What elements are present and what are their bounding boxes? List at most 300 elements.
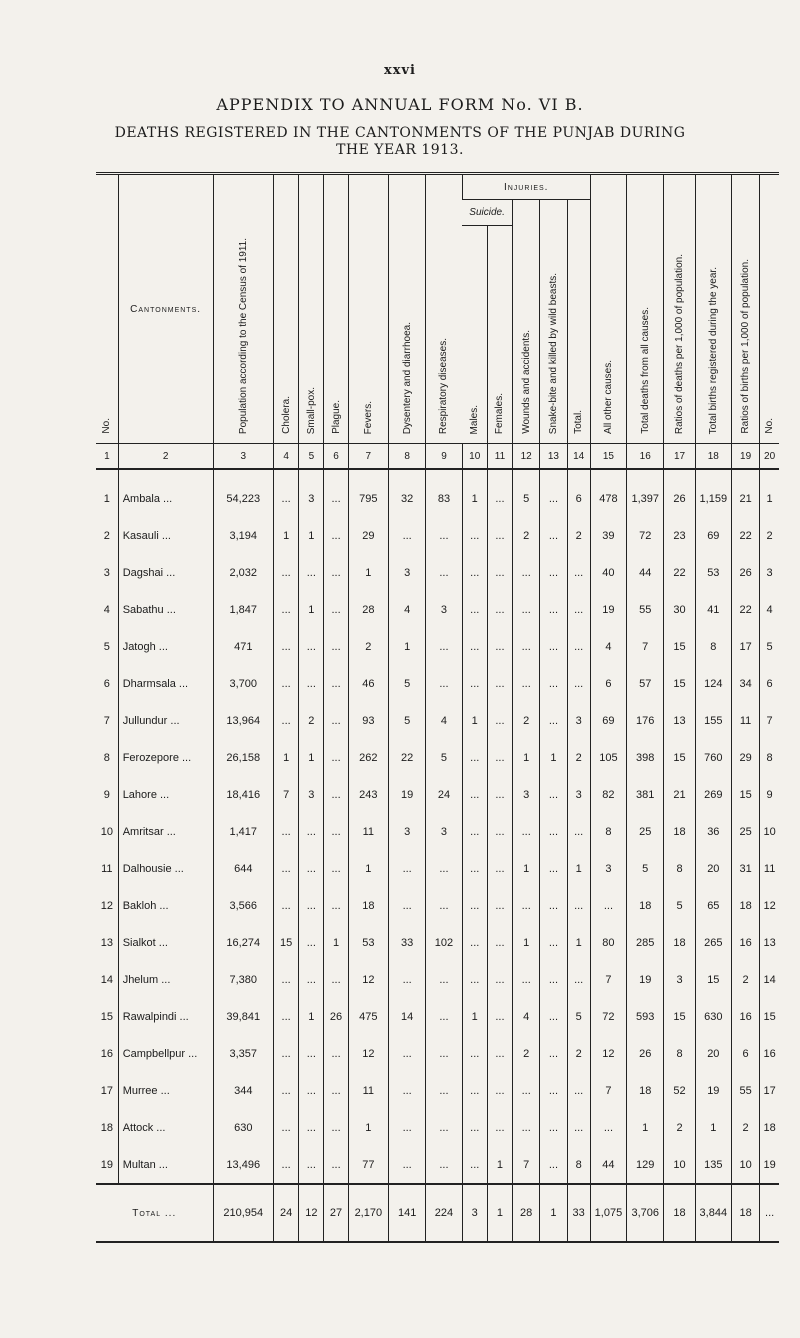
table-cell-cholera: ... (274, 961, 299, 998)
table-cell-males: ... (462, 961, 487, 998)
table-cell-wounds: ... (513, 628, 540, 665)
table-cell-total: 5 (567, 998, 590, 1035)
table-cell-resp: ... (426, 961, 462, 998)
table-cell-wounds: ... (513, 1072, 540, 1109)
total-cell: 27 (324, 1184, 348, 1242)
subtitle-line-1: DEATHS REGISTERED IN THE CANTONMENTS OF THE PUNJAB DURING (114, 125, 686, 141)
table-cell-plague: ... (324, 1109, 348, 1146)
table-cell-resp: 24 (426, 776, 462, 813)
column-number: 16 (627, 444, 664, 470)
header-suicide: Suicide. (462, 200, 512, 226)
table-cell-total: 2 (567, 1035, 590, 1072)
table-cell-total: 3 (567, 776, 590, 813)
table-cell-snake: ... (540, 628, 567, 665)
header-females: Females. (487, 226, 512, 444)
table-cell-no: 19 (100, 1158, 113, 1171)
column-number: 10 (462, 444, 487, 470)
table-row (96, 961, 779, 998)
table-cell-no: 10 (100, 825, 113, 838)
cantonment-name: Dharmsala ... (118, 665, 213, 702)
header-fevers: Fevers. (348, 174, 388, 444)
cantonment-name: Dagshai ... (118, 554, 213, 591)
table-cell-pop: 3,566 (213, 887, 274, 924)
column-number: 9 (426, 444, 462, 470)
table-cell-smallpox: 1 (299, 739, 324, 776)
table-cell-wounds: ... (513, 554, 540, 591)
table-cell-plague: ... (324, 702, 348, 739)
table-row (96, 887, 779, 924)
total-cell: 24 (274, 1184, 299, 1242)
header-injuries-total: Total. (567, 200, 590, 444)
column-number: 19 (731, 444, 759, 470)
table-cell-pop: 3,357 (213, 1035, 274, 1072)
total-cell: 2,170 (348, 1184, 388, 1242)
cantonment-name: Amritsar ... (118, 813, 213, 850)
table-cell-other: 4 (590, 628, 626, 665)
table-cell-deaths: 26 (627, 1035, 664, 1072)
table-cell-males: ... (462, 1035, 487, 1072)
table-cell-ratio-b: 21 (731, 480, 759, 517)
table-cell-deaths: 18 (627, 887, 664, 924)
table-cell-ratio-b: 2 (731, 1109, 759, 1146)
table-cell-births: 65 (695, 887, 731, 924)
table-cell-total: ... (567, 591, 590, 628)
cantonment-name: Sabathu ... (118, 591, 213, 628)
table-cell-ratio-d: 18 (664, 924, 695, 961)
table-cell-deaths: 7 (627, 628, 664, 665)
table-cell-ratio-b: 11 (731, 702, 759, 739)
table-cell-smallpox: 2 (299, 702, 324, 739)
table-cell-pop: 7,380 (213, 961, 274, 998)
column-number: 11 (487, 444, 512, 470)
table-cell-cholera: ... (274, 702, 299, 739)
header-total-deaths: Total deaths from all causes. (627, 174, 664, 444)
table-cell-resp: ... (426, 628, 462, 665)
table-cell-wounds: ... (513, 813, 540, 850)
table-cell-females: ... (487, 739, 512, 776)
table-cell-snake: ... (540, 1035, 567, 1072)
table-cell-fevers: 795 (348, 480, 388, 517)
table-cell-smallpox: ... (299, 850, 324, 887)
table-cell-ratio-b: 34 (731, 665, 759, 702)
table-cell-other: 40 (590, 554, 626, 591)
cantonment-name: Bakloh ... (118, 887, 213, 924)
column-number: 3 (213, 444, 274, 470)
table-cell-no: 11 (101, 862, 113, 875)
table-cell-deaths: 1,397 (627, 480, 664, 517)
table-cell-no2: 12 (760, 887, 779, 924)
table-cell-no: 18 (100, 1121, 113, 1134)
header-other-causes: All other causes. (590, 174, 626, 444)
table-cell-wounds: 4 (513, 998, 540, 1035)
table-cell-cholera: ... (274, 813, 299, 850)
table-cell-resp: ... (426, 517, 462, 554)
table-cell-wounds: 7 (513, 1146, 540, 1184)
table-cell-no: 12 (100, 899, 113, 912)
table-cell-total: 2 (567, 517, 590, 554)
table-cell-cholera: ... (274, 1035, 299, 1072)
table-cell-resp: ... (426, 1146, 462, 1184)
table-cell-fevers: 28 (348, 591, 388, 628)
table-cell-cholera: ... (274, 554, 299, 591)
table-cell-dysentery: ... (389, 961, 426, 998)
table-cell-other: 39 (590, 517, 626, 554)
cantonment-name: Ambala ... (118, 480, 213, 517)
table-cell-resp: 5 (426, 739, 462, 776)
cantonment-name: Sialkot ... (118, 924, 213, 961)
table-cell-snake: ... (540, 961, 567, 998)
table-cell-plague: ... (324, 739, 348, 776)
table-cell-pop: 16,274 (213, 924, 274, 961)
table-cell-snake: ... (540, 702, 567, 739)
table-cell-deaths: 44 (627, 554, 664, 591)
table-cell-resp: ... (426, 1109, 462, 1146)
table-cell-other: 7 (590, 961, 626, 998)
table-cell-males: ... (462, 739, 487, 776)
table-cell-ratio-d: 52 (664, 1072, 695, 1109)
table-cell-snake: ... (540, 554, 567, 591)
table-cell-smallpox: ... (299, 665, 324, 702)
table-cell-pop: 3,700 (213, 665, 274, 702)
table-cell-cholera: ... (274, 1146, 299, 1184)
column-number: 12 (513, 444, 540, 470)
header-no: No. (96, 174, 118, 444)
table-cell-births: 1,159 (695, 480, 731, 517)
table-cell-ratio-d: 2 (664, 1109, 695, 1146)
table-cell-births: 20 (695, 850, 731, 887)
table-cell-smallpox: 1 (299, 998, 324, 1035)
table-cell-ratio-d: 15 (664, 998, 695, 1035)
table-cell-cholera: 15 (274, 924, 299, 961)
table-cell-total: 6 (567, 480, 590, 517)
table-row (96, 998, 779, 1035)
table-cell-dysentery: 14 (389, 998, 426, 1035)
table-cell-births: 269 (695, 776, 731, 813)
page-number: xxvi (384, 63, 416, 78)
header-males: Males. (468, 404, 480, 434)
page-title: APPENDIX TO ANNUAL FORM No. VI B. (216, 95, 584, 114)
table-cell-other: 80 (590, 924, 626, 961)
column-number: 14 (567, 444, 590, 470)
table-cell-plague: ... (324, 480, 348, 517)
table-cell-smallpox: ... (299, 628, 324, 665)
table-cell-total: ... (567, 665, 590, 702)
table-cell-plague: ... (324, 887, 348, 924)
cantonment-name: Dalhousie ... (118, 850, 213, 887)
table-cell-dysentery: 3 (389, 554, 426, 591)
table-cell-snake: ... (540, 1109, 567, 1146)
table-cell-dysentery: ... (389, 1109, 426, 1146)
table-cell-snake: 1 (540, 739, 567, 776)
table-cell-deaths: 57 (627, 665, 664, 702)
table-cell-births: 630 (695, 998, 731, 1035)
total-cell: 3 (462, 1184, 487, 1242)
total-cell: ... (760, 1184, 779, 1242)
table-cell-smallpox: ... (299, 1035, 324, 1072)
table-cell-other: 7 (590, 1072, 626, 1109)
table-cell-cholera: 1 (274, 739, 299, 776)
table-cell-ratio-d: 30 (664, 591, 695, 628)
table-cell-males: 1 (462, 998, 487, 1035)
table-cell-smallpox: ... (299, 887, 324, 924)
table-cell-cholera: ... (274, 480, 299, 517)
table-cell-snake: ... (540, 1072, 567, 1109)
table-cell-fevers: 1 (348, 554, 388, 591)
table-cell-dysentery: 22 (389, 739, 426, 776)
table-cell-other: 105 (590, 739, 626, 776)
table-row (96, 1109, 779, 1146)
table-cell-cholera: ... (274, 665, 299, 702)
table-cell-pop: 344 (213, 1072, 274, 1109)
table-cell-total: 8 (567, 1146, 590, 1184)
table-row (96, 628, 779, 665)
column-number-row (96, 444, 779, 470)
table-cell-cholera: 7 (274, 776, 299, 813)
table-cell-total: ... (567, 887, 590, 924)
table-row (96, 776, 779, 813)
table-cell-wounds: 2 (513, 517, 540, 554)
table-cell-cholera: ... (274, 591, 299, 628)
table-cell-ratio-b: 25 (731, 813, 759, 850)
column-number: 6 (324, 444, 348, 470)
total-cell: 18 (731, 1184, 759, 1242)
table-body (96, 469, 779, 1184)
table-cell-pop: 630 (213, 1109, 274, 1146)
table-cell-other: 82 (590, 776, 626, 813)
table-cell-deaths: 285 (627, 924, 664, 961)
header-wounds: Wounds and accidents. (513, 200, 540, 444)
total-cell: 33 (567, 1184, 590, 1242)
table-cell-snake: ... (540, 591, 567, 628)
table-cell-total: ... (567, 628, 590, 665)
table-cell-smallpox: ... (299, 961, 324, 998)
table-cell-females: ... (487, 1072, 512, 1109)
table-cell-ratio-b: 6 (731, 1035, 759, 1072)
table-cell-wounds: 5 (513, 480, 540, 517)
table-cell-females: ... (487, 850, 512, 887)
table-row (96, 517, 779, 554)
table-cell-deaths: 19 (627, 961, 664, 998)
table-cell-males: ... (462, 924, 487, 961)
table-cell-other: 12 (590, 1035, 626, 1072)
table-cell-pop: 39,841 (213, 998, 274, 1035)
table-cell-no2: 3 (760, 554, 779, 591)
table-cell-males: ... (462, 1146, 487, 1184)
table-cell-cholera: 1 (274, 517, 299, 554)
table-cell-plague: ... (324, 665, 348, 702)
table-cell-fevers: 12 (348, 961, 388, 998)
table-row (96, 1146, 779, 1184)
table-cell-females: ... (487, 517, 512, 554)
header-respiratory: Respiratory diseases. (426, 174, 462, 444)
table-cell-dysentery: 5 (389, 702, 426, 739)
table-cell-plague: ... (324, 1035, 348, 1072)
table-cell-dysentery: ... (389, 517, 426, 554)
table-cell-pop: 2,032 (213, 554, 274, 591)
table-cell-no: 13 (100, 936, 113, 949)
total-cell: 12 (299, 1184, 324, 1242)
table-cell-no2: 10 (760, 813, 779, 850)
table-cell-other: 8 (590, 813, 626, 850)
table-cell-snake: ... (540, 887, 567, 924)
cantonment-name: Murree ... (118, 1072, 213, 1109)
table-row (96, 924, 779, 961)
table-cell-cholera: ... (274, 887, 299, 924)
table-cell-smallpox: ... (299, 1109, 324, 1146)
column-number: 13 (540, 444, 567, 470)
table-cell-pop: 1,417 (213, 813, 274, 850)
table-cell-births: 69 (695, 517, 731, 554)
table-cell-resp: 3 (426, 813, 462, 850)
table-cell-cholera: ... (274, 850, 299, 887)
table-cell-ratio-b: 29 (731, 739, 759, 776)
cantonment-name: Jatogh ... (118, 628, 213, 665)
table-cell-no2: 14 (760, 961, 779, 998)
table-cell-pop: 3,194 (213, 517, 274, 554)
table-cell-males: 1 (462, 480, 487, 517)
table-cell-dysentery: 32 (389, 480, 426, 517)
table-row (96, 591, 779, 628)
table-cell-smallpox: ... (299, 554, 324, 591)
table-cell-no2: 13 (760, 924, 779, 961)
table-cell-dysentery: ... (389, 850, 426, 887)
table-cell-smallpox: ... (299, 1072, 324, 1109)
total-cell: 28 (513, 1184, 540, 1242)
table-cell-females: ... (487, 961, 512, 998)
table-cell-births: 265 (695, 924, 731, 961)
table-cell-total: 1 (567, 850, 590, 887)
table-cell-dysentery: ... (389, 1072, 426, 1109)
table-cell-fevers: 1 (348, 850, 388, 887)
table-cell-males: ... (462, 591, 487, 628)
table-cell-births: 19 (695, 1072, 731, 1109)
header-cholera: Cholera. (274, 174, 299, 444)
table-cell-dysentery: 3 (389, 813, 426, 850)
table-cell-other: 44 (590, 1146, 626, 1184)
table-cell-resp: ... (426, 665, 462, 702)
table-cell-total: 2 (567, 739, 590, 776)
table-cell-no: 3 (103, 566, 110, 579)
table-cell-cholera: ... (274, 1072, 299, 1109)
table-cell-males: ... (462, 813, 487, 850)
table-cell-fevers: 18 (348, 887, 388, 924)
table-cell-no2: 7 (760, 702, 779, 739)
table-cell-no2: 9 (760, 776, 779, 813)
table-cell-snake: ... (540, 924, 567, 961)
table-cell-deaths: 1 (627, 1109, 664, 1146)
table-cell-no2: 8 (760, 739, 779, 776)
table-cell-total: ... (567, 813, 590, 850)
table-cell-ratio-b: 22 (731, 591, 759, 628)
table-cell-births: 8 (695, 628, 731, 665)
table-cell-other: 19 (590, 591, 626, 628)
header-total-births: Total births registered during the year. (695, 174, 731, 444)
table-cell-pop: 13,964 (213, 702, 274, 739)
table-cell-ratio-b: 17 (731, 628, 759, 665)
table-cell-cholera: ... (274, 628, 299, 665)
table-cell-females: ... (487, 776, 512, 813)
table-cell-ratio-d: 26 (664, 480, 695, 517)
table-row (96, 702, 779, 739)
table-row (96, 480, 779, 517)
table-cell-births: 135 (695, 1146, 731, 1184)
table-cell-no2: 17 (760, 1072, 779, 1109)
table-cell-males: 1 (462, 702, 487, 739)
table-cell-resp: 3 (426, 591, 462, 628)
table-cell-cholera: ... (274, 998, 299, 1035)
total-cell: 1 (487, 1184, 512, 1242)
table-cell-births: 20 (695, 1035, 731, 1072)
table-cell-births: 124 (695, 665, 731, 702)
table-cell-births: 36 (695, 813, 731, 850)
table-cell-snake: ... (540, 480, 567, 517)
table-row (96, 665, 779, 702)
column-number: 5 (299, 444, 324, 470)
table-cell-no2: 11 (760, 850, 779, 887)
table-cell-ratio-d: 15 (664, 665, 695, 702)
table-cell-ratio-b: 2 (731, 961, 759, 998)
subtitle-line-2: THE YEAR 1913. (336, 142, 464, 158)
table-cell-ratio-b: 16 (731, 998, 759, 1035)
table-row (96, 1072, 779, 1109)
table-cell-snake: ... (540, 665, 567, 702)
cantonment-name: Multan ... (118, 1146, 213, 1184)
table-cell-total: ... (567, 554, 590, 591)
table-cell-births: 760 (695, 739, 731, 776)
table-cell-dysentery: ... (389, 1035, 426, 1072)
table-cell-ratio-d: 8 (664, 850, 695, 887)
table-cell-pop: 13,496 (213, 1146, 274, 1184)
table-cell-fevers: 46 (348, 665, 388, 702)
table-cell-births: 41 (695, 591, 731, 628)
table-cell-males: ... (462, 1072, 487, 1109)
table-cell-wounds: ... (513, 961, 540, 998)
deaths-table (96, 172, 779, 1243)
column-number: 1 (96, 444, 118, 470)
table-cell-males: ... (462, 776, 487, 813)
table-cell-females: ... (487, 1109, 512, 1146)
table-cell-wounds: 3 (513, 776, 540, 813)
table-cell-snake: ... (540, 517, 567, 554)
table-cell-births: 53 (695, 554, 731, 591)
table-cell-snake: ... (540, 776, 567, 813)
table-cell-resp: 4 (426, 702, 462, 739)
table-row (96, 1035, 779, 1072)
table-cell-deaths: 398 (627, 739, 664, 776)
table-cell-resp: ... (426, 887, 462, 924)
table-cell-ratio-b: 55 (731, 1072, 759, 1109)
table-cell-males: ... (462, 554, 487, 591)
table-cell-total: ... (567, 961, 590, 998)
table-row (96, 554, 779, 591)
table-cell-dysentery: ... (389, 887, 426, 924)
table-cell-plague: ... (324, 554, 348, 591)
table-cell-fevers: 2 (348, 628, 388, 665)
table-cell-no: 7 (103, 714, 110, 727)
table-cell-snake: ... (540, 850, 567, 887)
column-number: 20 (760, 444, 779, 470)
table-cell-smallpox: ... (299, 924, 324, 961)
table-cell-fevers: 243 (348, 776, 388, 813)
table-cell-smallpox: 3 (299, 776, 324, 813)
table-cell-fevers: 93 (348, 702, 388, 739)
table-cell-pop: 26,158 (213, 739, 274, 776)
table-cell-no: 4 (103, 603, 110, 616)
column-number: 2 (118, 444, 213, 470)
table-cell-fevers: 11 (348, 813, 388, 850)
table-cell-no2: 4 (760, 591, 779, 628)
table-cell-pop: 18,416 (213, 776, 274, 813)
